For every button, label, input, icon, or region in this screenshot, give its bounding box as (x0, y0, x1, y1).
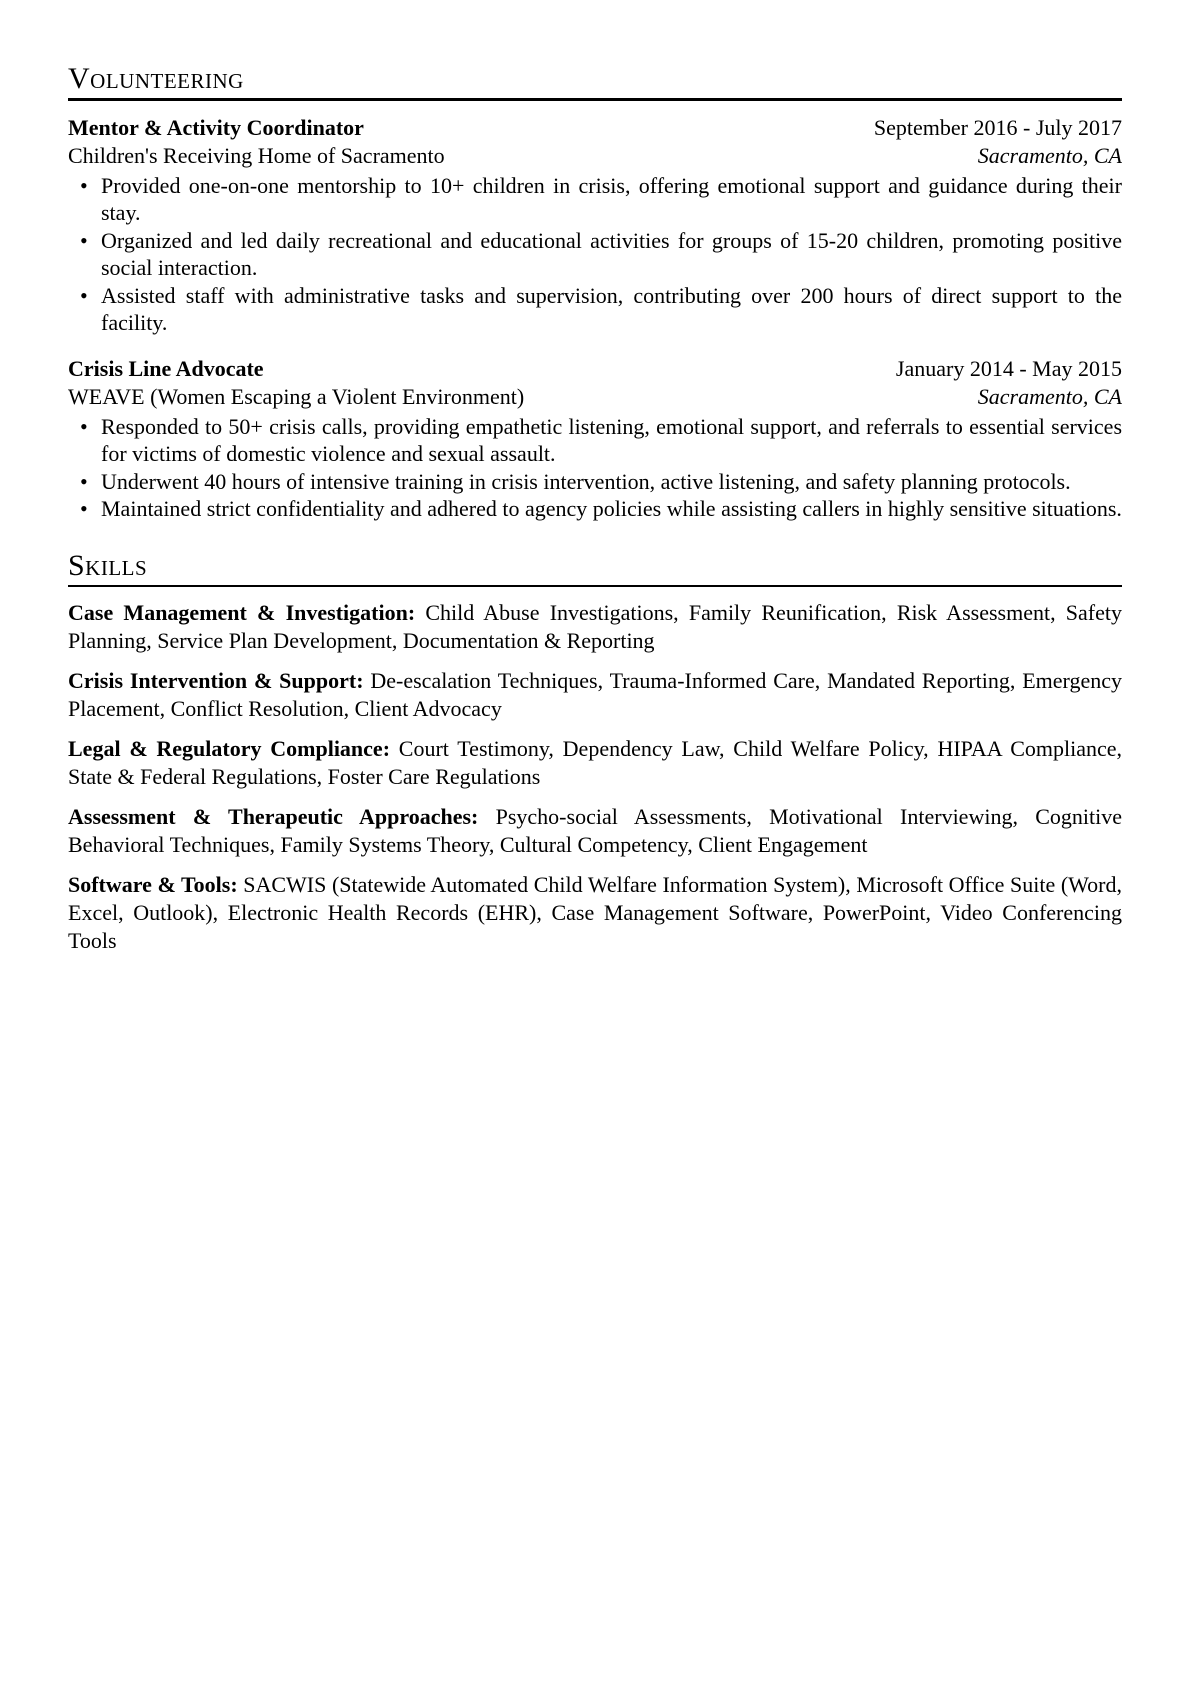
skill-items: Court Testimony, Dependency Law, Child Welfare Policy, HIPAA Compliance, State & Federal Regulations, Foster Care Regulations (68, 736, 1123, 789)
skill-label: Crisis Intervention & Support: (68, 668, 364, 693)
entry-organization: WEAVE (Women Escaping a Violent Environment) (68, 383, 525, 409)
skill-category-legal-compliance (68, 735, 1122, 791)
section-title-volunteering: Volunteering (68, 62, 244, 95)
entry-title-row (68, 114, 1122, 142)
entry-organization: Children's Receiving Home of Sacramento (68, 142, 445, 168)
section-volunteering (68, 62, 1122, 523)
skill-items: Psycho-social Assessments, Motivational Interviewing, Cognitive Behavioral Techniques, Family Systems Theory, Cultural Competency, Client Engagement (68, 804, 1122, 857)
bullet-item: • Organized and led daily recreational and educational activities for groups of 15-20 children, promoting positive social interaction. (101, 227, 1122, 282)
skill-items: De-escalation Techniques, Trauma-Informed Care, Mandated Reporting, Emergency Placement, Conflict Resolution, Client Advocacy (68, 668, 1122, 721)
entry-subtitle-row (68, 383, 1122, 411)
bullet-list (68, 172, 1122, 337)
bullet-item: • Underwent 40 hours of intensive training in crisis intervention, active listening, and safety planning protocols. (101, 468, 1122, 496)
entry-title: Crisis Line Advocate (68, 355, 264, 381)
bullet-item: • Maintained strict confidentiality and adhered to agency policies while assisting callers in highly sensitive situations. (101, 495, 1122, 523)
skill-label: Software & Tools: (68, 872, 238, 897)
entry-dates: January 2014 - May 2015 (895, 355, 1122, 381)
section-title-skills: Skills (68, 548, 148, 582)
skill-label: Legal & Regulatory Compliance: (68, 736, 391, 761)
skill-category-assessment-therapeutic (68, 803, 1122, 859)
bullet-item: • Assisted staff with administrative tasks and supervision, contributing over 200 hours of direct support to the facility. (101, 282, 1122, 337)
entry-location: Sacramento, CA (977, 383, 1122, 409)
section-skills (68, 549, 1122, 956)
skill-items: SACWIS (Statewide Automated Child Welfare Information System), Microsoft Office Suite (Word, Excel, Outlook), Electronic Health Records (EHR), Case Management Software, PowerPoint, Video Conferencing Tools (68, 872, 1122, 953)
skill-label: Assessment & Therapeutic Approaches: (68, 804, 479, 829)
skill-items: Child Abuse Investigations, Family Reunification, Risk Assessment, Safety Planning, Service Plan Development, Documentation & Reporting (68, 600, 1122, 653)
entry-title: Mentor & Activity Coordinator (68, 114, 364, 140)
skill-category-software-tools (68, 871, 1122, 955)
section-rule (68, 98, 1122, 101)
skill-label: Case Management & Investigation: (68, 600, 416, 625)
entry-subtitle-row (68, 142, 1122, 170)
entry-title-row (68, 355, 1122, 383)
entry-location: Sacramento, CA (977, 142, 1122, 168)
section-rule (68, 585, 1122, 588)
bullet-item: • Responded to 50+ crisis calls, providing empathetic listening, emotional support, and referrals to essential services for victims of domestic violence and sexual assault. (101, 413, 1122, 468)
bullet-list (68, 413, 1122, 523)
experience-entry-mentor (68, 114, 1122, 337)
skill-category-case-management (68, 599, 1122, 655)
entry-dates: September 2016 - July 2017 (873, 114, 1122, 140)
experience-entry-crisis-line (68, 355, 1122, 523)
skill-category-crisis-intervention (68, 667, 1122, 723)
bullet-item: • Provided one-on-one mentorship to 10+ children in crisis, offering emotional support and guidance during their stay. (101, 172, 1122, 227)
